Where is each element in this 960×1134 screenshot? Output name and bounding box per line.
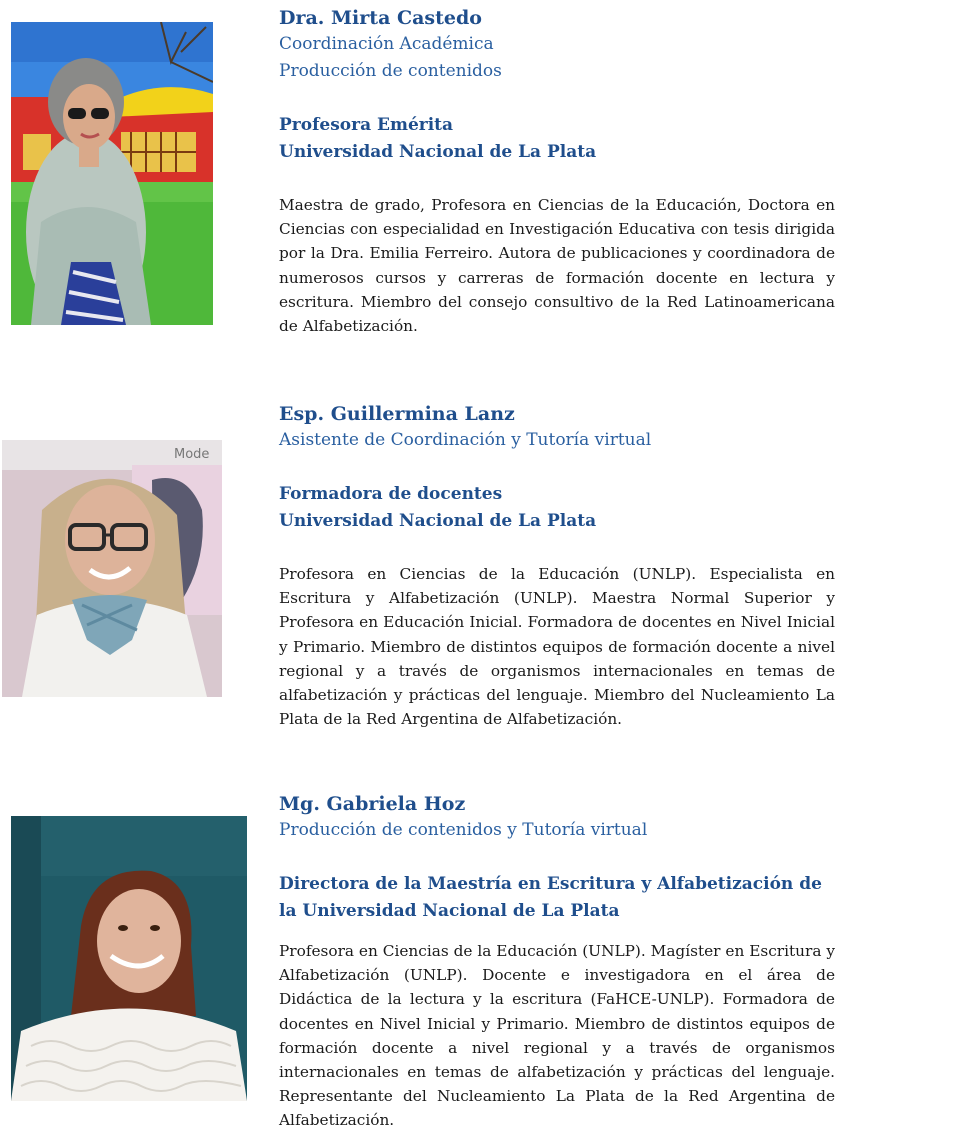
profile-photo bbox=[11, 816, 247, 1101]
profile-bio: Profesora en Ciencias de la Educación (UNLP). Magíster en Escritura y Alfabetización (UNLP). Docente e investigadora en el área de Didáctica de la lectura y la escritura (FaHCE-UNLP). Formadora de docentes en Nivel Inicial y Primario. Miembro de distintos equipos de formación docente a nivel regional y a través de organismos internacionales en temas de alfabetización y prácticas del lenguaje. Representante del Nucleamiento La Plata de la Red Argentina de Alfabetización. bbox=[279, 942, 835, 1130]
profile-name: Dra. Mirta Castedo bbox=[279, 7, 482, 29]
profile-role: Asistente de Coordinación y Tutoría virtual bbox=[279, 430, 652, 450]
profile-position: Formadora de docentes bbox=[279, 484, 503, 504]
profile-name: Mg. Gabriela Hoz bbox=[279, 793, 466, 815]
profile-photo bbox=[11, 22, 213, 325]
profile-photo bbox=[2, 440, 222, 697]
profile-institution: Universidad Nacional de La Plata bbox=[279, 142, 597, 162]
profile-name: Esp. Guillermina Lanz bbox=[279, 403, 515, 425]
profile-role: Coordinación Académica bbox=[279, 34, 494, 54]
profile-bio: Maestra de grado, Profesora en Ciencias de la Educación, Doctora en Ciencias con especialidad en Investigación Educativa con tesis dirigida por la Dra. Emilia Ferreiro. Autora de publicaciones y coordinadora de numerosos cursos y carreras de formación docente en lectura y escritura. Miembro del consejo consultivo de la Red Latinoamericana de Alfabetización. bbox=[279, 196, 835, 336]
svg-text:Mo​de: Mo​de bbox=[174, 447, 210, 462]
profile-institution: Universidad Nacional de La Plata bbox=[279, 511, 597, 531]
profile-position: Profesora Emérita bbox=[279, 115, 454, 135]
profile-role: Producción de contenidos y Tutoría virtual bbox=[279, 820, 648, 840]
profile-position: Directora de la Maestría en Escritura y Alfabetización de la Universidad Nacional de La Plata bbox=[279, 874, 822, 921]
profile-role: Producción de contenidos bbox=[279, 61, 502, 81]
profile-bio: Profesora en Ciencias de la Educación (UNLP). Especialista en Escritura y Alfabetización (UNLP). Maestra Normal Superior y Profesora en Educación Inicial. Formadora de docentes en Nivel Inicial y Primario. Miembro de distintos equipos de formación docente a nivel regional y a través de organismos internacionales en temas de alfabetización y prácticas del lenguaje. Miembro del Nucleamiento La Plata de la Red Argentina de Alfabetización. bbox=[279, 565, 835, 729]
